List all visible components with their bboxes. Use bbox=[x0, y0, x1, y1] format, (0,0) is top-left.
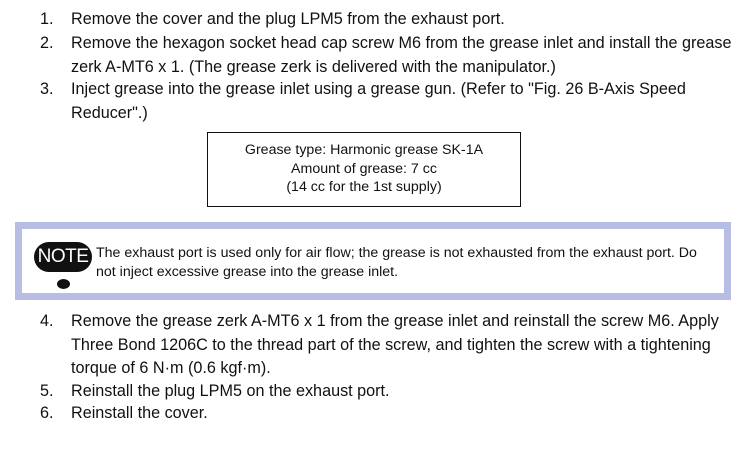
step-number: 5. bbox=[40, 382, 54, 400]
step-number: 4. bbox=[40, 312, 54, 330]
step-number: 6. bbox=[40, 404, 54, 422]
step-number: 2. bbox=[40, 34, 54, 52]
grease-amount: Amount of grease: 7 cc bbox=[291, 160, 437, 177]
step-text: Remove the cover and the plug LPM5 from the exhaust port. bbox=[71, 10, 505, 28]
step-text: Remove the grease zerk A-MT6 x 1 from the grease inlet and reinstall the screw M6. Apply Three Bond 1206C to the thread part of the screw, and tighten the screw with a tightening torque of 6 N·m (0.6 kgf·m). bbox=[71, 312, 719, 377]
note-content bbox=[22, 229, 724, 293]
step-text: Reinstall the cover. bbox=[71, 404, 208, 422]
step-number: 3. bbox=[40, 80, 54, 98]
note-badge-label: NOTE bbox=[34, 242, 92, 272]
step-number: 1. bbox=[40, 10, 54, 28]
note-exclamation-dot bbox=[57, 279, 70, 289]
note-box bbox=[15, 222, 731, 300]
grease-spec-box bbox=[207, 132, 521, 207]
note-icon bbox=[34, 242, 92, 292]
step-text: Reinstall the plug LPM5 on the exhaust port. bbox=[71, 382, 390, 400]
grease-first-supply: (14 cc for the 1st supply) bbox=[286, 179, 442, 195]
note-text: The exhaust port is used only for air flow; the grease is not exhausted from the exhaust port. Do not inject excessive grease into the grease inlet. bbox=[96, 245, 697, 280]
step-text: Remove the hexagon socket head cap screw M6 from the grease inlet and install the grease zerk A-MT6 x 1. (The grease zerk is delivered with the manipulator.) bbox=[71, 34, 732, 76]
step-text: Inject grease into the grease inlet using a grease gun. (Refer to "Fig. 26 B-Axis Speed Reducer".) bbox=[71, 80, 686, 122]
grease-type: Grease type: Harmonic grease SK-1A bbox=[244, 142, 484, 158]
